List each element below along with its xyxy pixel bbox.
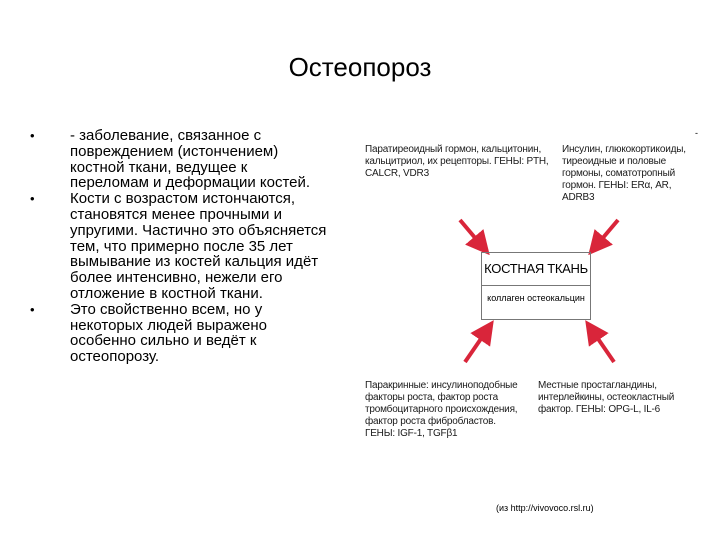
bone-tissue-diagram [350,120,710,460]
box-divider [482,285,590,286]
bone-tissue-components: коллаген остеокальцин [487,293,585,303]
bullet-text: Кости с возрастом истончаются, становятся менее прочными и упругими. Частично это объясняется тем, что примерно после 35 лет вымывание из костей кальция идёт более интенсивно, нежели его отложение в костной ткани. [70,190,327,302]
arrow-top-right [596,220,618,246]
bone-tissue-box [481,252,591,320]
arrow-bottom-right [592,330,614,362]
hormones-top-left: Паратиреоидный гормон, кальцитонин, кальцитриол, их рецепторы. ГЕНЫ: PTH, CALCR, VDR3 [365,144,549,179]
bullet-text: - заболевание, связанное с повреждением (истончением) костной ткани, ведущее к переломам и деформации костей. [70,127,311,192]
hormones-top-right: Инсулин, глюкокортикоиды, тиреоидные и половые гормоны, соматотропный гормон. ГЕНЫ: ERα, AR, ADRB3 [562,144,686,203]
corner-mark: - [695,128,698,138]
source-citation: (из http://vivovoco.rsl.ru) [496,503,594,513]
factors-bottom-right: Местные простагландины, интерлейкины, остеокластный фактор. ГЕНЫ: OPG-L, IL-6 [538,380,675,415]
bullet-dot: • [30,128,35,143]
bullet-dot: • [30,191,35,207]
arrow-top-left [460,220,482,246]
bone-tissue-label: КОСТНАЯ ТКАНЬ [484,261,588,276]
bullet-item [30,302,330,365]
arrow-bottom-left [465,330,487,362]
factors-bottom-left: Паракринные: инсулиноподобные факторы роста, фактор роста тромбоцитарного происхождения, фактор роста фибробластов. ГЕНЫ: IGF-1, TGFβ1 [365,380,518,439]
slide-title: Остеопороз [288,52,432,82]
bullet-dot: • [30,301,35,317]
bullet-item [30,128,330,191]
bullet-text: Это свойственно всем, но у некоторых людей выражено особенно сильно и ведёт к остеопорозу. [70,300,267,366]
bullet-list [30,128,330,365]
bullet-item [30,191,330,302]
